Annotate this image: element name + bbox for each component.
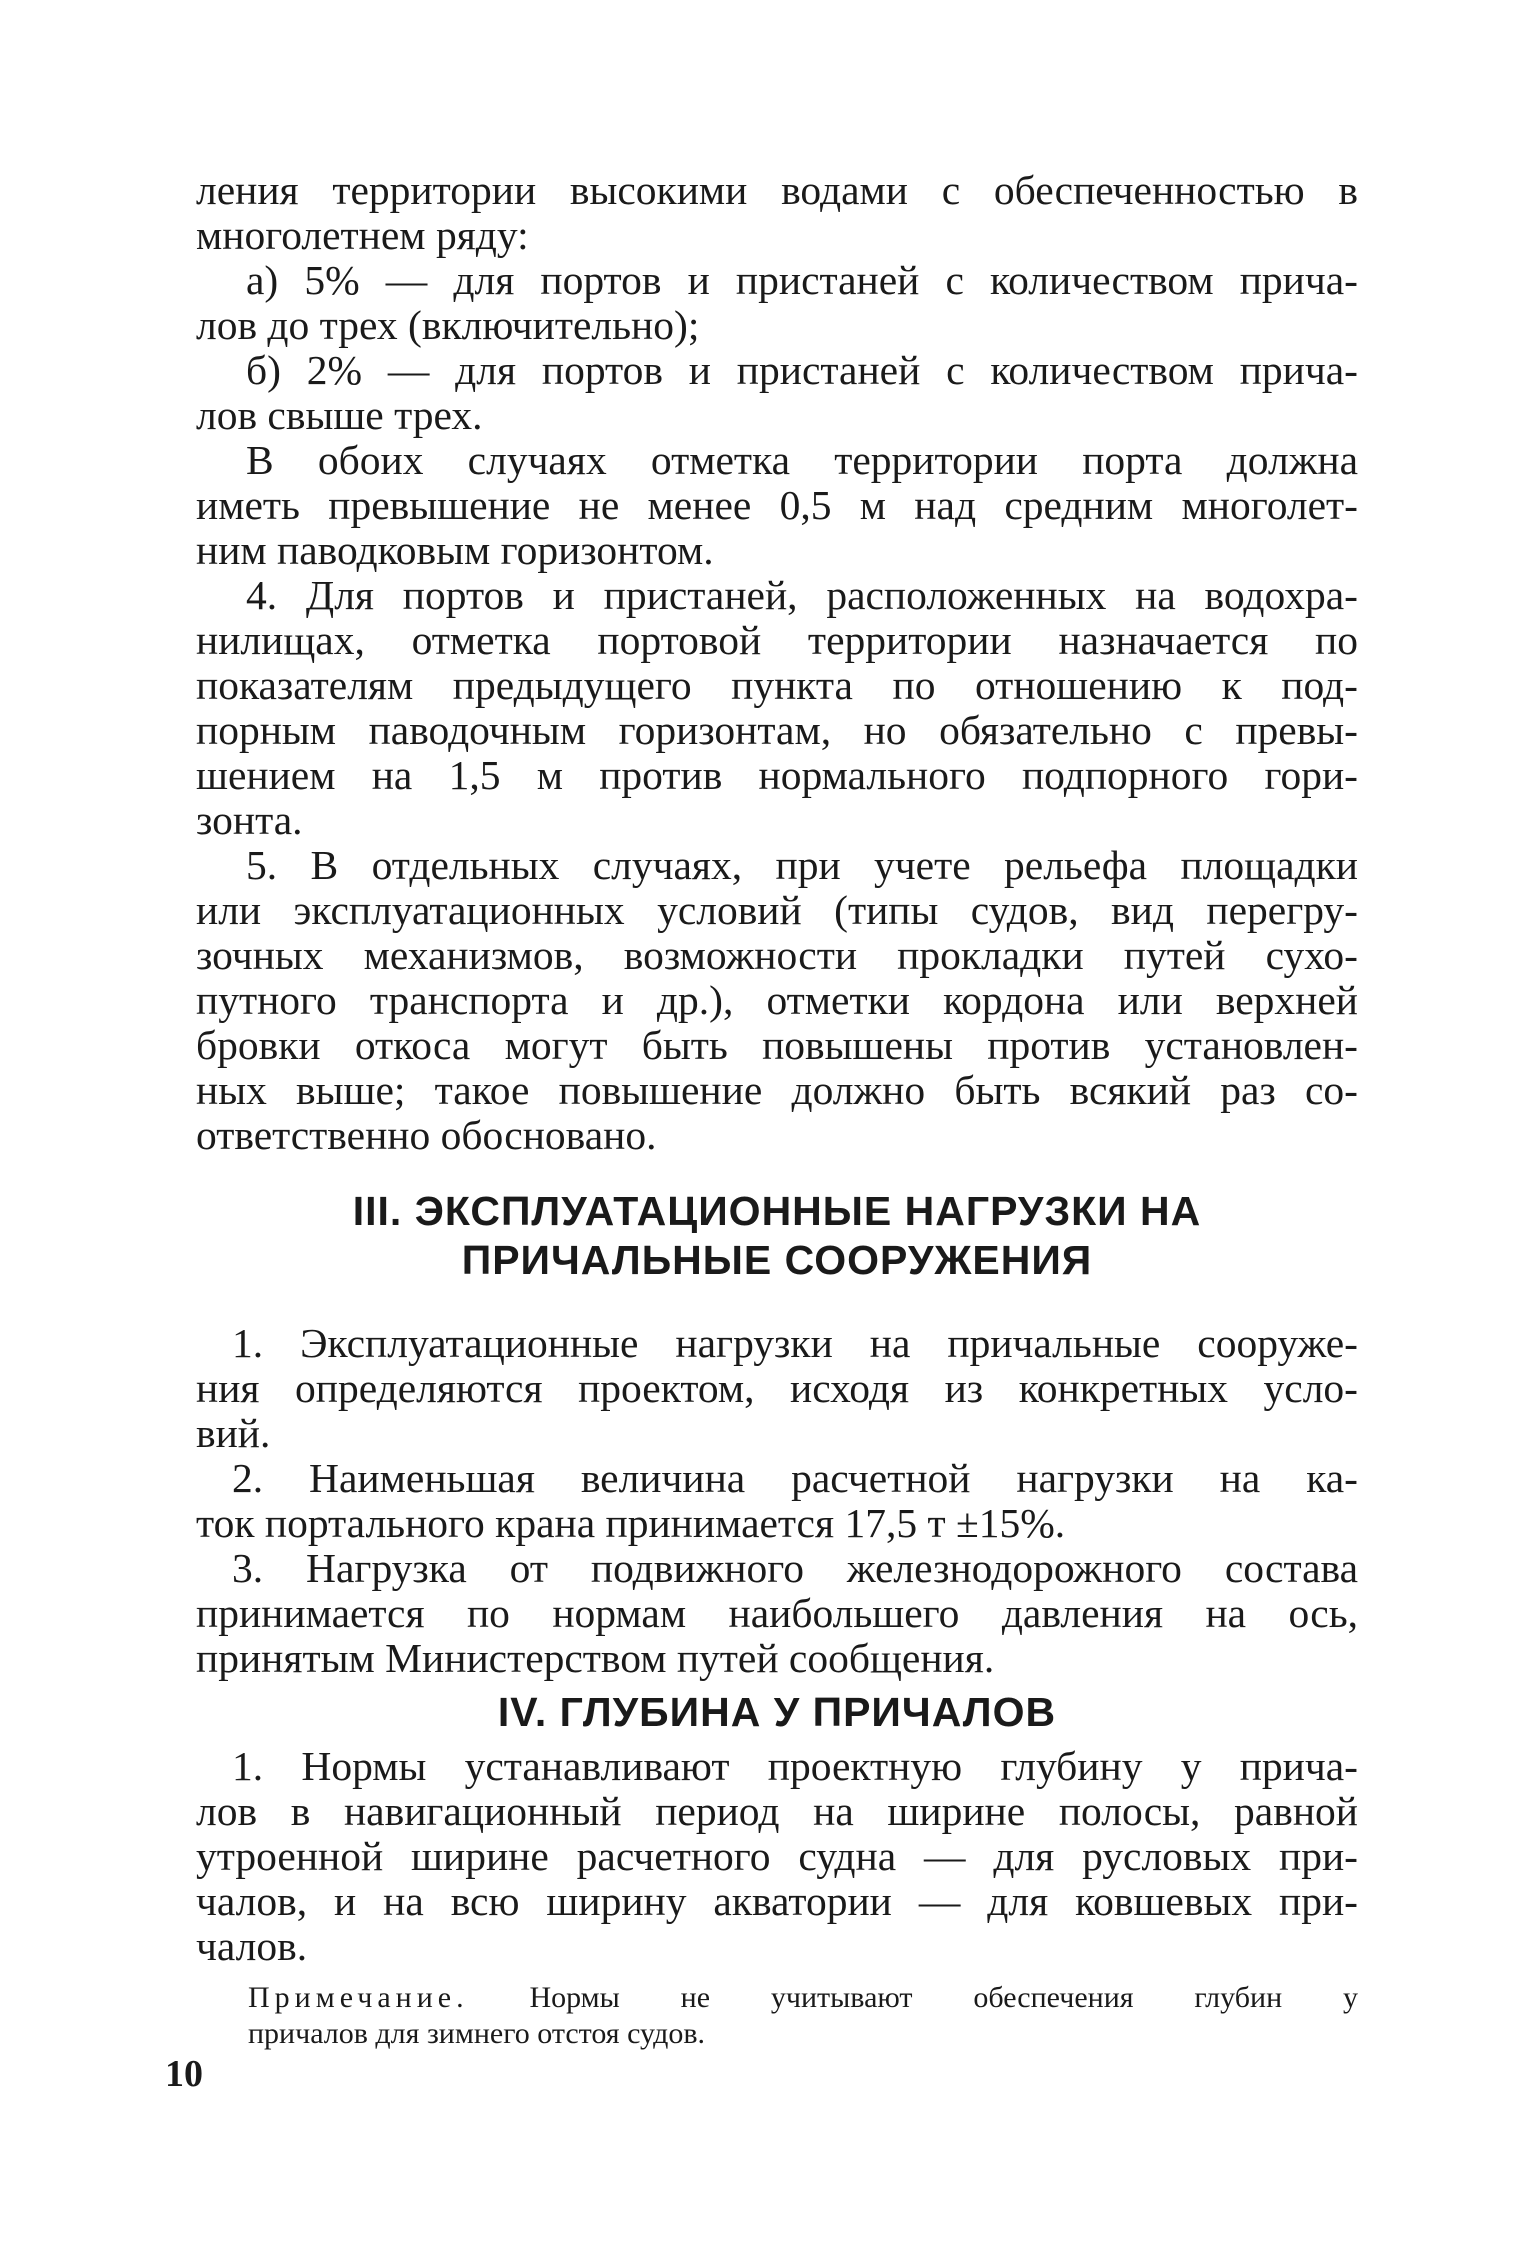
text-line: 3. Нагрузка от подвижного железнодорожного состава [232,1545,1358,1591]
text-line-block [196,888,1358,933]
paragraph-depth-1 [232,1744,1358,1789]
text-line: ных выше; такое повышение должно быть всякий раз со- [196,1067,1358,1113]
text-line-block [196,618,1358,663]
text-line-block [196,1834,1358,1879]
text-line-block [196,978,1358,1023]
paragraph-item-4 [246,573,1358,618]
text-line: путного транспорта и др.), отметки кордона или верхней [196,977,1358,1023]
text-line: утроенной ширине расчетного судна — для русловых при- [196,1833,1358,1879]
text-line-block [196,1591,1358,1636]
paragraph-loads-2 [232,1456,1358,1501]
text-line: а) 5% — для портов и пристаней с количеством прича- [246,257,1358,303]
text-line-block [196,303,1358,348]
text-line: лов свыше трех. [196,392,483,438]
text-line: 2. Наименьшая величина расчетной нагрузки на ка- [232,1455,1358,1501]
text-line: 4. Для портов и пристаней, расположенных на водохра- [246,572,1358,618]
text-line: или эксплуатационных условий (типы судов, вид перегру- [196,887,1358,933]
text-line-block [196,483,1358,528]
text-line: лов до трех (включительно); [196,302,700,348]
paragraph-loads-3 [232,1546,1358,1591]
text-line: многолетнем ряду: [196,212,529,258]
text-line: б) 2% — для портов и пристаней с количеством прича- [246,347,1358,393]
section-heading-3-line1: III. ЭКСПЛУАТАЦИОННЫЕ НАГРУЗКИ НА [352,1188,1202,1234]
text-line-block [196,1366,1358,1411]
text-line-block [196,1023,1358,1068]
page-number: 10 [165,2053,203,2095]
text-line-block [196,1411,1358,1456]
text-line: лов в навигационный период на ширине полосы, равной [196,1788,1358,1834]
text-line-block [196,1636,1358,1681]
section-heading-4: IV. ГЛУБИНА У ПРИЧАЛОВ [497,1689,1057,1735]
text-line: 1. Эксплуатационные нагрузки на причальные сооруже- [232,1320,1358,1366]
text-line: чалов, и на всю ширину акватории — для ковшевых при- [196,1878,1358,1924]
text-line: показателям предыдущего пункта по отношению к под- [196,662,1358,708]
text-line-block [196,1879,1358,1924]
text-line: зонта. [196,797,303,843]
text-line-block [196,528,1358,573]
text-line: ления территории высокими водами с обеспеченностью в [196,167,1358,213]
text-line-block [196,1113,1358,1158]
paragraph-loads-1 [232,1321,1358,1366]
list-item-a [246,258,1358,303]
note-text: Нормы не учитывают обеспечения глубин у [468,1981,1358,2014]
text-line: В обоих случаях отметка территории порта должна [246,437,1358,483]
note-label: Примечание. [248,1981,469,2014]
text-line: шением на 1,5 м против нормального подпорного гори- [196,752,1358,798]
paragraph-item-5 [246,843,1358,888]
text-line-block [196,1789,1358,1834]
text-line: бровки откоса могут быть повышены против установлен- [196,1022,1358,1068]
text-line: принимается по нормам наибольшего давления на ось, [196,1590,1358,1636]
text-line: порным паводочным горизонтам, но обязательно с превы- [196,707,1358,753]
text-line-block [196,933,1358,978]
text-line-block [196,1924,1358,1969]
text-line: ответственно обосновано. [196,1112,657,1158]
section-heading-3-line2: ПРИЧАЛЬНЫЕ СООРУЖЕНИЯ [461,1237,1093,1283]
text-line: 1. Нормы устанавливают проектную глубину у прича- [232,1743,1358,1789]
note-line1 [248,1980,1358,2016]
text-line: принятым Министерством путей сообщения. [196,1635,995,1681]
text-line-block [196,213,1358,258]
list-item-b [246,348,1358,393]
text-line-block [196,393,1358,438]
text-line: зочных механизмов, возможности прокладки путей сухо- [196,932,1358,978]
text-line: 5. В отдельных случаях, при учете рельефа площадки [246,842,1358,888]
text-line: ним паводковым горизонтом. [196,527,714,573]
text-line: ния определяются проектом, исходя из конкретных усло- [196,1365,1358,1411]
note-line2: причалов для зимнего отстоя судов. [248,2017,706,2050]
text-line: вий. [196,1410,271,1456]
text-line-block [196,753,1358,798]
text-line-block [196,1501,1358,1546]
text-line: ток портального крана принимается 17,5 т ±15%. [196,1500,1066,1546]
text-line-block [196,708,1358,753]
text-line-block [196,1068,1358,1113]
text-line-block [196,798,1358,843]
text-line: нилищах, отметка портовой территории назначается по [196,617,1358,663]
paragraph-both-cases [246,438,1358,483]
paragraph-continuation [196,168,1358,213]
text-line-block [196,663,1358,708]
text-line: иметь превышение не менее 0,5 м над средним многолет- [196,482,1358,528]
text-line: чалов. [196,1923,308,1969]
